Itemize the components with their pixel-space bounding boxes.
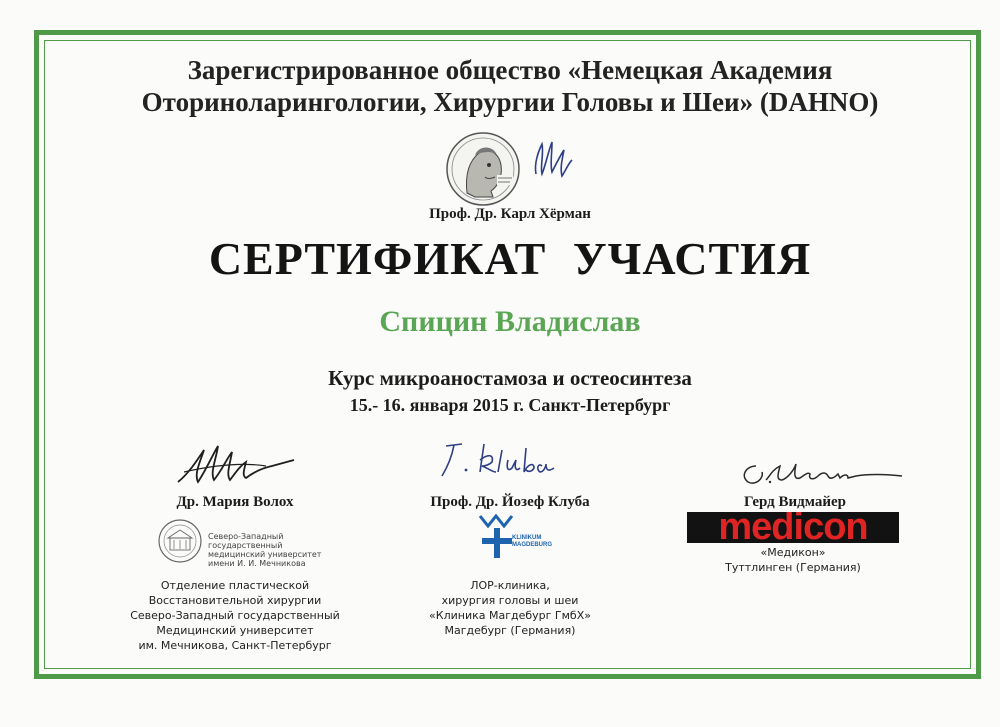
widmaier-signature-icon [736, 454, 906, 490]
certificate-title: СЕРТИФИКАТ УЧАСТИЯ [208, 233, 812, 284]
president-name: Проф. Др. Карл Хёрман [429, 206, 591, 222]
signatory-3-affiliation: «Медикон» Туттлинген (Германия) [725, 546, 861, 574]
signatory-3-name: Герд Видмайер [743, 494, 847, 510]
organization-line-1: Зарегистрированное общество «Немецкая Академия [187, 55, 833, 85]
kluba-signature-icon [432, 436, 572, 484]
medicon-logo: medicon [687, 512, 899, 543]
klinikum-logo-text: KLINIKUM MAGDEBURG [512, 535, 552, 548]
university-emblem-icon [157, 518, 203, 564]
organization-line-2: Оториноларингологии, Хирургии Головы и Шеи» (DAHNO) [141, 87, 879, 117]
academy-medal-seal [445, 131, 521, 207]
signatory-1-affiliation: Отделение пластической Восстановительной хирургии Северо-Западный государственный Медицинский университет им. Мечникова, Санкт-Петербург [130, 579, 340, 652]
signatory-1-name: Др. Мария Волох [176, 494, 294, 510]
signatory-2-name: Проф. Др. Йозеф Клуба [430, 494, 590, 510]
university-logo-text: Северо-Западный государственный медицинский университет имени И. И. Мечникова [208, 532, 322, 568]
signatory-2-affiliation: ЛОР-клиника, хирургия головы и шеи «Клиника Магдебург ГмбХ» Магдебург (Германия) [429, 579, 591, 637]
president-signature-icon [528, 130, 576, 188]
course-name: Курс микроаностамоза и остеосинтеза [328, 366, 692, 390]
recipient-name: Спицин Владислав [379, 305, 641, 338]
organization-title [100, 54, 920, 118]
volokh-signature-icon [170, 432, 300, 490]
course-dates-location: 15.- 16. января 2015 г. Санкт-Петербург [349, 395, 671, 415]
klinikum-logo-icon [478, 514, 516, 560]
